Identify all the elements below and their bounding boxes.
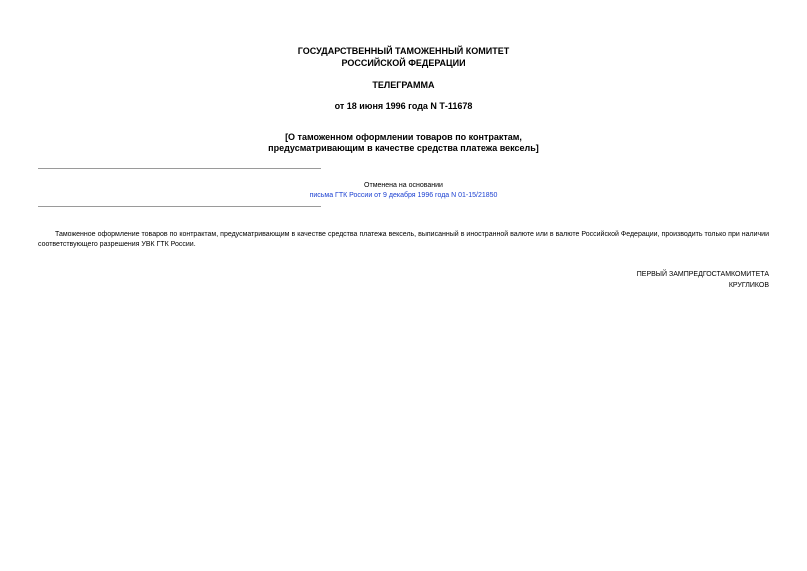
document-subject-line1: [О таможенном оформлении товаров по контрактам, [285,132,522,142]
document-date-number: от 18 июня 1996 года N Т-11678 [334,101,473,111]
divider-bottom [38,206,321,207]
document-type: ТЕЛЕГРАММА [372,80,435,90]
body-paragraph: Таможенное оформление товаров по контрактам, предусматривающим в качестве средства платежа вексель, выписанный в иностранной валюте или в валюте Российской Федерации, производить только при наличии соответствующего разрешения УВК ГТК России. [38,231,769,248]
revocation-note-label: Отменена на основании [364,182,443,189]
divider-top [38,168,321,169]
revocation-document-link[interactable]: письма ГТК России от 9 декабря 1996 года N 01-15/21850 [309,192,498,199]
signatory-name: КРУГЛИКОВ [728,282,769,289]
signatory-title: ПЕРВЫЙ ЗАМПРЕДГОСТАМКОМИТЕТА [636,271,769,278]
organization-name-line2: РОССИЙСКОЙ ФЕДЕРАЦИИ [341,58,466,68]
organization-name-line1: ГОСУДАРСТВЕННЫЙ ТАМОЖЕННЫЙ КОМИТЕТ [297,46,510,56]
document-subject-line2: предусматривающим в качестве средства платежа вексель] [268,143,539,153]
